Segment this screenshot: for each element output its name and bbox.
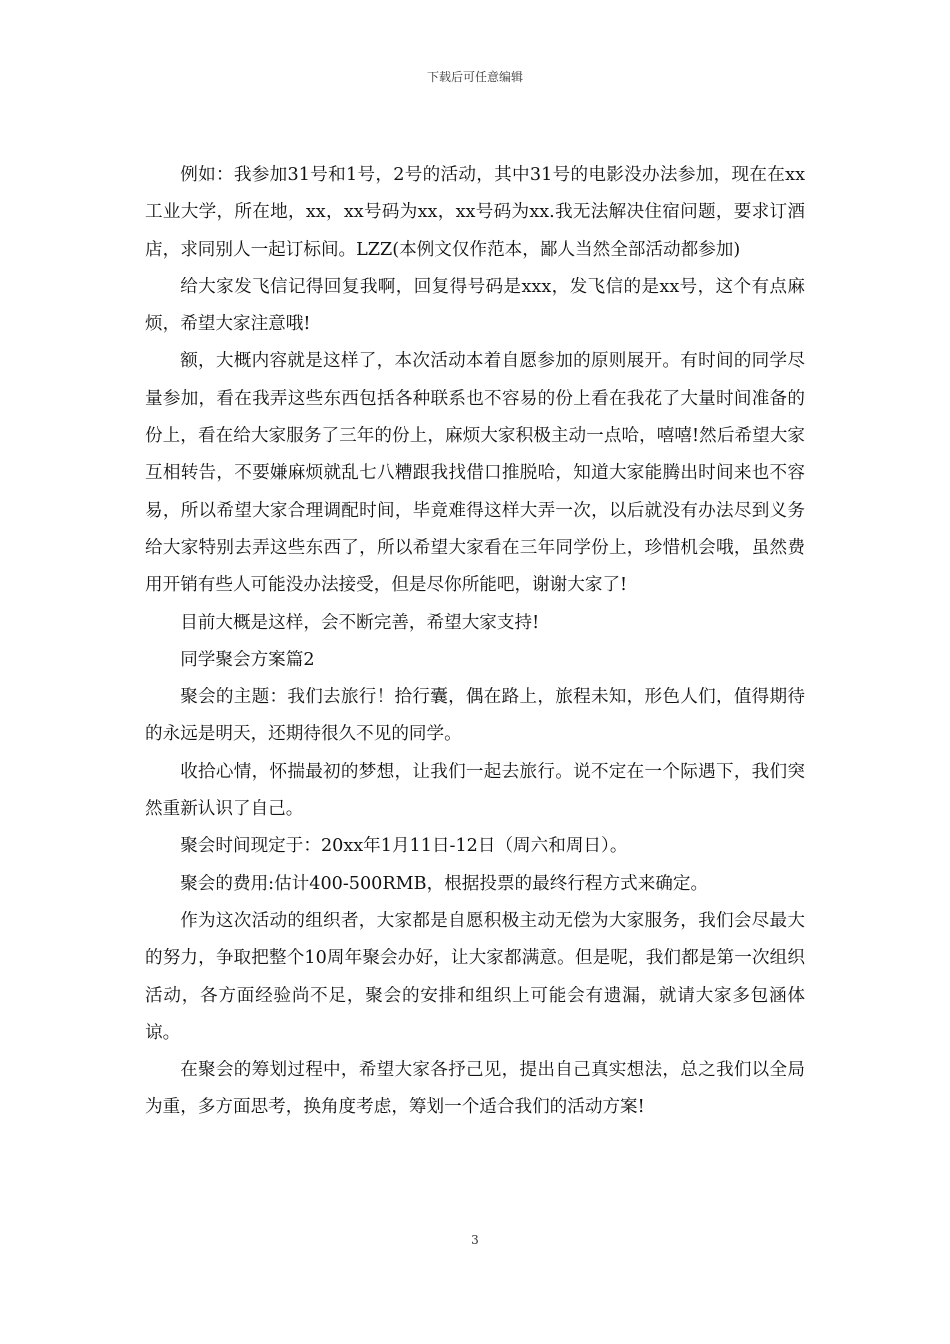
page-header: 下载后可任意编辑 (426, 70, 523, 84)
paragraph-organizers: 作为这次活动的组织者，大家都是自愿积极主动无偿为大家服务，我们会尽最大的努力，争取把整个10周年聚会办好，让大家都满意。但是呢，我们都是第一次组织活动，各方面经验尚不足，聚会的安排和组织上可能会有遗漏，就请大家多包涵体谅。 (145, 910, 805, 1043)
section-heading: 同学聚会方案篇2 (180, 649, 315, 670)
paragraph-current-status: 目前大概是这样，会不断完善，希望大家支持! (180, 612, 540, 633)
paragraph-time: 聚会时间现定于：20xx年1月11日-12日（周六和周日）。 (180, 836, 628, 857)
paragraph-fetion-reply: 给大家发飞信记得回复我啊，回复得号码是xxx，发飞信的是xx号，这个有点麻烦，希望大家注意哦! (145, 276, 805, 335)
document-body (145, 157, 805, 1127)
page-number: 3 (471, 1233, 479, 1247)
paragraph-activity-principle: 额，大概内容就是这样了，本次活动本着自愿参加的原则展开。有时间的同学尽量参加，看在我弄这些东西包括各种联系也不容易的份上看在我花了大量时间准备的份上，看在给大家服务了三年的份上，麻烦大家积极主动一点哈，嘻嘻!然后希望大家互相转告，不要嫌麻烦就乱七八糟跟我找借口推脱哈，知道大家能腾出时间来也不容易，所以希望大家合理调配时间，毕竟难得这样大弄一次，以后就没有办法尽到义务给大家特别去弄这些东西了，所以希望大家看在三年同学份上，珍惜机会哦，虽然费用开销有些人可能没办法接受，但是尽你所能吧，谢谢大家了! (145, 351, 805, 596)
paragraph-planning: 在聚会的筹划过程中，希望大家各抒己见，提出自己真实想法，总之我们以全局为重，多方面思考，换角度考虑，筹划一个适合我们的活动方案! (145, 1060, 805, 1118)
paragraph-example: 例如：我参加31号和1号，2号的活动，其中31号的电影没办法参加，现在在xx工业大学，所在地，xx，xx号码为xx，xx号码为xx.我无法解决住宿问题，要求订酒店，求同别人一起订标间。LZZ(本例文仅作范本，鄙人当然全部活动都参加) (145, 165, 805, 260)
paragraph-theme: 聚会的主题：我们去旅行！拾行囊，偶在路上，旅程未知，形色人们，值得期待的永远是明天，还期待很久不见的同学。 (145, 687, 805, 745)
paragraph-mood: 收拾心情，怀揣最初的梦想，让我们一起去旅行。说不定在一个际遇下，我们突然重新认识了自己。 (145, 761, 805, 820)
paragraph-cost: 聚会的费用:估计400-500RMB，根据投票的最终行程方式来确定。 (180, 873, 709, 894)
